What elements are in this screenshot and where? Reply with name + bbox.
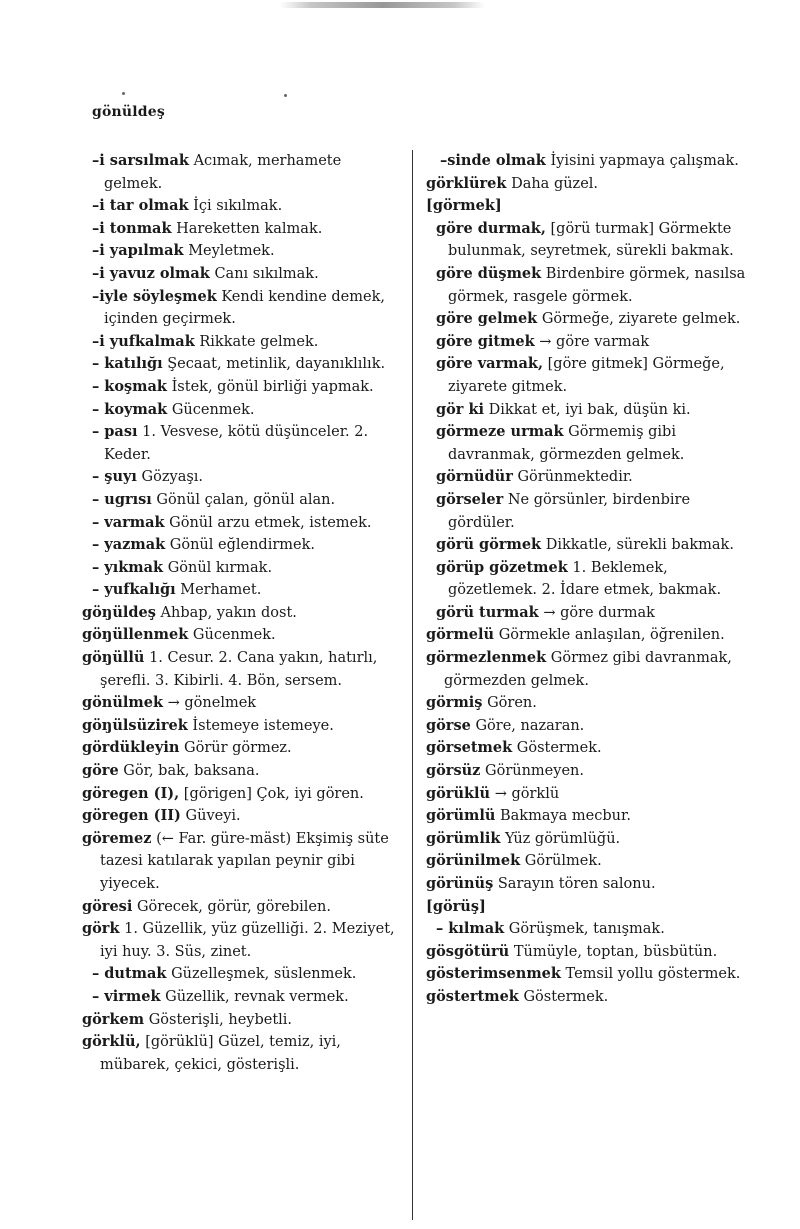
dictionary-entry (82, 534, 404, 557)
scan-speck (122, 92, 125, 95)
dictionary-entry (82, 647, 404, 692)
entry-term: göregen (I), (82, 784, 180, 802)
entry-term: görklürek (426, 174, 507, 192)
entry-definition: İstek, gönül birliği yapmak. (171, 378, 374, 395)
dictionary-entry (426, 421, 746, 466)
dictionary-entry (82, 896, 404, 919)
dictionary-entry (426, 218, 746, 263)
entry-definition: Dikkatle, sürekli bakmak. (545, 537, 734, 554)
dictionary-entry (426, 489, 746, 534)
entry-definition: Tümüyle, toptan, büsbütün. (513, 943, 718, 960)
dictionary-entry (82, 737, 404, 760)
column-divider (412, 150, 413, 1220)
dictionary-entry (82, 150, 404, 195)
dictionary-entry (426, 737, 746, 760)
entry-term: – yufkalığı (92, 581, 176, 599)
dictionary-entry (82, 376, 404, 399)
dictionary-entry (82, 828, 404, 896)
entry-definition: Gönül kırmak. (167, 559, 273, 576)
dictionary-entry (426, 715, 746, 738)
dictionary-entry (82, 692, 404, 715)
entry-definition: Kendi kendine demek, içinden geçirmek. (104, 288, 385, 328)
entry-term: görsüz (426, 762, 481, 780)
dictionary-entry (82, 1031, 404, 1076)
entry-term: görk (82, 920, 120, 938)
entry-term: göre durmak, (436, 219, 546, 237)
entry-term: [görüş] (426, 897, 486, 915)
entry-definition: 1. Cesur. 2. Cana yakın, hatırlı, şerefli. 3. Kibirli. 4. Bön, sersem. (100, 650, 378, 689)
entry-definition: Göre, nazaran. (475, 717, 585, 734)
entry-term: göŋüllü (82, 649, 145, 667)
dictionary-entry (82, 466, 404, 489)
dictionary-entry (82, 512, 404, 535)
entry-definition: Göstermek. (523, 988, 609, 1005)
entry-definition: Görülmek. (524, 853, 602, 870)
entry-definition: Birdenbire görmek, nasılsa görmek, rasgele görmek. (448, 265, 746, 305)
dictionary-entry (426, 873, 746, 896)
dictionary-entry (82, 286, 404, 331)
entry-definition: İstemeye istemeye. (192, 717, 334, 734)
dictionary-entry (426, 760, 746, 783)
right-column (426, 150, 746, 1009)
entry-term: göresi (82, 897, 133, 915)
entry-term: – ugrısı (92, 490, 152, 508)
dictionary-entry (426, 850, 746, 873)
entry-definition: Güzelleşmek, süslenmek. (171, 966, 357, 983)
dictionary-entry (426, 602, 746, 625)
dictionary-entry (82, 624, 404, 647)
dictionary-entry (82, 489, 404, 512)
dictionary-entry (82, 1009, 404, 1032)
scan-speck (284, 94, 287, 97)
dictionary-entry (82, 399, 404, 422)
entry-term: – yıkmak (92, 558, 164, 576)
dictionary-entry (426, 624, 746, 647)
entry-term: görse (426, 716, 471, 734)
guide-word: gönüldeş (92, 104, 165, 120)
entry-term: göŋüldeş (82, 603, 156, 621)
entry-definition: [görigen] Çok, iyi gören. (183, 785, 364, 802)
entry-term: göregen (II) (82, 807, 181, 825)
dictionary-entry (426, 805, 746, 828)
entry-definition: Meyletmek. (188, 243, 275, 260)
dictionary-entry (82, 218, 404, 241)
entry-definition: Gönül çalan, gönül alan. (156, 491, 336, 508)
entry-definition: Görecek, görür, görebilen. (136, 898, 331, 915)
entry-term: görsetmek (426, 739, 513, 757)
dictionary-entry (82, 760, 404, 783)
dictionary-entry (426, 150, 746, 173)
entry-term: –i tonmak (92, 219, 172, 237)
entry-definition: Gösterişli, heybetli. (148, 1011, 293, 1028)
dictionary-entry (426, 353, 746, 398)
entry-definition: Gönül eğlendirmek. (169, 537, 315, 554)
entry-definition: Görünmektedir. (517, 469, 633, 486)
dictionary-entry (82, 602, 404, 625)
entry-term: – koymak (92, 400, 168, 418)
entry-term: [görmek] (426, 197, 502, 215)
entry-term: görnüdür (436, 468, 513, 486)
dictionary-entry (82, 263, 404, 286)
entry-definition: Acımak, merhamete gelmek. (104, 153, 342, 192)
entry-definition: Dikkat et, iyi bak, düşün ki. (488, 401, 691, 418)
dictionary-entry (82, 986, 404, 1009)
entry-definition: Ne görsünler, birdenbire gördüler. (448, 491, 691, 531)
dictionary-entry (426, 647, 746, 692)
entry-definition: Gücenmek. (171, 401, 255, 418)
entry-definition: Yüz görümlüğü. (505, 830, 621, 847)
entry-term: gösterimsenmek (426, 965, 561, 983)
entry-term: görmeze urmak (436, 423, 564, 441)
left-column (82, 150, 404, 1076)
dictionary-entry (426, 692, 746, 715)
entry-definition: Görmez gibi davranmak, görmezden gelmek. (444, 650, 732, 689)
entry-term: –sinde olmak (440, 152, 546, 169)
dictionary-entry (82, 353, 404, 376)
entry-term: göre (82, 762, 119, 780)
entry-term: görünilmek (426, 852, 521, 870)
entry-term: – dutmak (92, 965, 167, 983)
entry-term: görklü, (82, 1033, 141, 1051)
dictionary-entry (426, 986, 746, 1009)
dictionary-entry (82, 421, 404, 466)
entry-term: görmelü (426, 626, 495, 644)
entry-definition: İyisini yapmaya çalışmak. (550, 153, 739, 169)
dictionary-entry (426, 783, 746, 806)
entry-term: gör ki (436, 400, 485, 418)
entry-term: görkem (82, 1010, 145, 1028)
dictionary-entry (82, 963, 404, 986)
entry-definition: 1. Güzellik, yüz güzelliği. 2. Meziyet, iyi huy. 3. Süs, zinet. (100, 921, 395, 960)
entry-term: göre gitmek (436, 332, 535, 350)
entry-definition: Görmemiş gibi davranmak, görmezden gelmek. (448, 424, 685, 463)
entry-term: – şuyı (92, 468, 137, 486)
entry-definition: 1. Beklemek, gözetlemek. 2. İdare etmek, bakmak. (448, 559, 722, 599)
dictionary-entry (426, 399, 746, 422)
entry-term: göŋüllenmek (82, 626, 189, 644)
entry-definition: Hareketten kalmak. (176, 220, 323, 237)
dictionary-entry (426, 263, 746, 308)
entry-definition: Şecaat, metinlik, dayanıklılık. (167, 356, 386, 373)
entry-definition: → görklü (494, 785, 560, 802)
entry-term: görüp gözetmek (436, 558, 568, 576)
entry-term: gördükleyin (82, 739, 180, 757)
entry-term: görmezlenmek (426, 649, 547, 667)
entry-definition: → gönelmek (167, 695, 257, 712)
entry-definition: Güzellik, revnak vermek. (165, 988, 349, 1005)
entry-definition: Göstermek. (516, 740, 602, 757)
entry-term: görseler (436, 490, 504, 508)
entry-term: – pası (92, 423, 138, 441)
entry-term: gönülmek (82, 694, 164, 712)
entry-term: –i yavuz olmak (92, 264, 210, 282)
entry-definition: Görmeğe, ziyarete gelmek. (541, 311, 741, 328)
entry-term: görü görmek (436, 536, 542, 554)
entry-definition: Görüşmek, tanışmak. (508, 921, 665, 938)
entry-definition: Görür görmez. (184, 740, 292, 757)
dictionary-entry (426, 941, 746, 964)
entry-definition: Canı sıkılmak. (214, 265, 319, 282)
entry-definition: Gönül arzu etmek, istemek. (169, 514, 372, 531)
entry-term: –i sarsılmak (92, 152, 189, 169)
entry-definition: Temsil yollu göstermek. (565, 966, 741, 983)
entry-term: –i tar olmak (92, 197, 189, 215)
entry-definition: Gör, bak, baksana. (123, 763, 260, 780)
dictionary-entry (426, 918, 746, 941)
entry-definition: → göre varmak (539, 333, 650, 350)
dictionary-entry (82, 715, 404, 738)
dictionary-entry (426, 331, 746, 354)
entry-term: göre düşmek (436, 264, 542, 282)
dictionary-entry (426, 896, 746, 919)
dictionary-entry (82, 195, 404, 218)
dictionary-entry (82, 918, 404, 963)
entry-definition: Gören. (487, 695, 537, 712)
entry-term: – katılığı (92, 355, 163, 373)
entry-definition: [görü turmak] Görmekte bulunmak, seyretmek, sürekli bakmak. (448, 220, 734, 260)
entry-term: –i yufkalmak (92, 332, 195, 350)
entry-definition: Gözyaşı. (141, 469, 204, 486)
dictionary-entry (82, 805, 404, 828)
entry-term: – kılmak (436, 920, 505, 938)
dictionary-entry (82, 331, 404, 354)
dictionary-entry (82, 783, 404, 806)
entry-definition: [görüklü] Güzel, temiz, iyi, mübarek, çekici, gösterişli. (100, 1034, 341, 1073)
entry-term: görümlik (426, 829, 501, 847)
entry-definition: [göre gitmek] Görmeğe, ziyarete gitmek. (448, 356, 725, 395)
entry-definition: Sarayın tören salonu. (497, 876, 656, 892)
entry-term: görümlü (426, 807, 496, 825)
entry-definition: 1. Vesvese, kötü düşünceler. 2. Keder. (104, 424, 369, 463)
scan-artifact (280, 2, 485, 8)
entry-term: göremez (82, 829, 152, 847)
entry-term: gösgötürü (426, 942, 510, 960)
dictionary-entry (426, 963, 746, 986)
entry-definition: Güveyi. (185, 808, 241, 825)
entry-term: – yazmak (92, 536, 166, 554)
entry-definition: Daha güzel. (511, 175, 599, 192)
dictionary-entry (426, 557, 746, 602)
entry-term: – koşmak (92, 377, 167, 395)
entry-term: –i yapılmak (92, 242, 184, 260)
entry-term: – virmek (92, 987, 161, 1005)
entry-definition: → göre durmak (543, 604, 655, 621)
entry-definition: Görünmeyen. (485, 763, 584, 780)
dictionary-entry (426, 195, 746, 218)
entry-definition: Merhamet. (180, 582, 262, 599)
dictionary-entry (426, 173, 746, 196)
entry-term: görü turmak (436, 603, 539, 621)
entry-term: görmiş (426, 694, 483, 712)
entry-definition: Görmekle anlaşılan, öğrenilen. (498, 627, 725, 644)
dictionary-entry (82, 240, 404, 263)
entry-term: göre gelmek (436, 310, 538, 328)
entry-definition: Bakmaya mecbur. (500, 808, 631, 825)
entry-definition: Rikkate gelmek. (199, 333, 319, 350)
entry-term: göre varmak, (436, 355, 544, 373)
entry-term: göstertmek (426, 987, 519, 1005)
dictionary-entry (426, 828, 746, 851)
entry-term: – varmak (92, 513, 165, 531)
entry-definition: (← Far. güre-mäst) Ekşimiş süte tazesi katılarak yapılan peynir gibi yiyecek. (100, 830, 389, 892)
entry-term: göŋülsüzirek (82, 716, 188, 734)
entry-term: görüklü (426, 784, 491, 802)
entry-definition: İçi sıkılmak. (193, 198, 283, 215)
dictionary-entry (82, 579, 404, 602)
entry-definition: Gücenmek. (192, 627, 276, 644)
dictionary-entry (426, 534, 746, 557)
entry-definition: Ahbap, yakın dost. (160, 604, 297, 621)
dictionary-entry (426, 308, 746, 331)
dictionary-entry (426, 466, 746, 489)
entry-term: –iyle söyleşmek (92, 287, 217, 305)
entry-term: görünüş (426, 875, 494, 892)
dictionary-entry (82, 557, 404, 580)
